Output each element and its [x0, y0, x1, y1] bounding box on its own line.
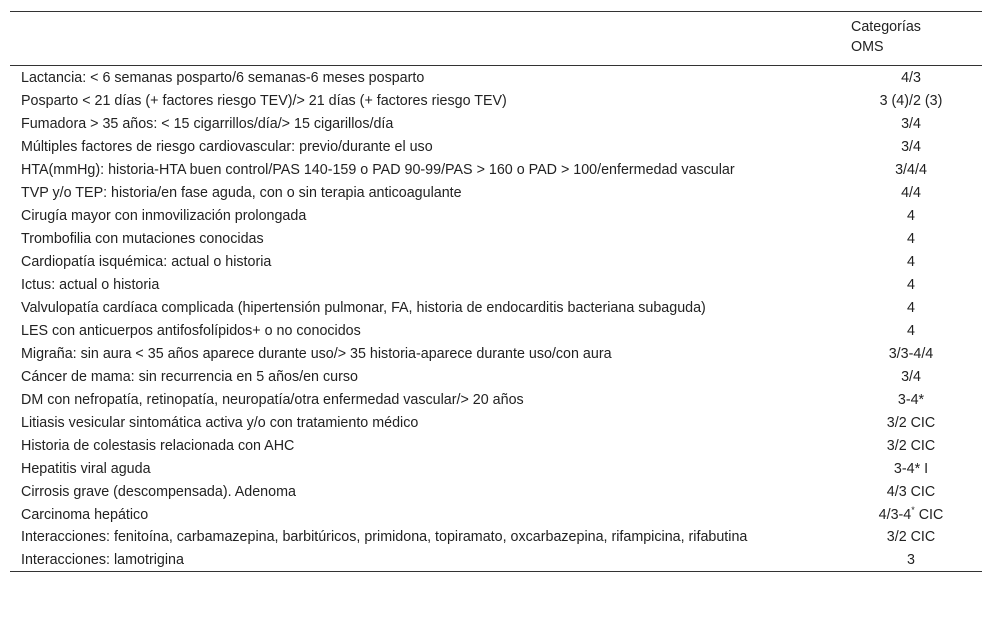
table-row: [10, 204, 982, 227]
condition-cell: LES con anticuerpos antifosfolípidos+ o no conocidos: [21, 322, 361, 339]
table-header: [10, 12, 982, 66]
condition-cell: Cirrosis grave (descompensada). Adenoma: [21, 483, 296, 500]
category-cell: 3/2 CIC: [886, 414, 936, 431]
header-line-2: OMS: [851, 39, 884, 55]
condition-cell: Cáncer de mama: sin recurrencia en 5 años/en curso: [21, 368, 358, 385]
category-cell: [840, 503, 982, 526]
table-row: [10, 158, 982, 181]
header-condition: [10, 12, 840, 66]
table-row-interactions: [10, 526, 982, 548]
table-row: [10, 480, 982, 503]
category-cell: 4/3 CIC: [886, 483, 936, 500]
condition-cell: Valvulopatía cardíaca complicada (hipertensión pulmonar, FA, historia de endocarditis bacteriana subaguda): [21, 299, 706, 316]
category-cell: 4: [907, 322, 915, 339]
category-cell: 4: [907, 276, 915, 293]
condition-cell: Carcinoma hepático: [21, 506, 149, 523]
table-row: [10, 112, 982, 135]
condition-cell: HTA(mmHg): historia-HTA buen control/PAS 140-159 o PAD 90-99/PAS > 160 o PAD > 100/enfermedad vascular: [21, 161, 735, 178]
category-cell: 3/2 CIC: [886, 437, 936, 454]
category-cell: 3 (4)/2 (3): [879, 92, 943, 109]
table-row: [10, 411, 982, 434]
condition-cell: Trombofilia con mutaciones conocidas: [21, 230, 264, 247]
table-row: [10, 434, 982, 457]
category-cell: 4: [907, 230, 915, 247]
condition-cell: Cardiopatía isquémica: actual o historia: [21, 253, 272, 270]
table-row: [10, 227, 982, 250]
category-cell: 4/4: [901, 184, 921, 201]
condition-cell: TVP y/o TEP: historia/en fase aguda, con o sin terapia anticoagulante: [21, 184, 462, 201]
table-row: [10, 457, 982, 480]
header-who-categories: [840, 12, 982, 66]
category-suffix: CIC: [914, 506, 944, 523]
category-superscript: *: [911, 504, 915, 515]
category-cell: 4: [907, 253, 915, 270]
table-row: [10, 342, 982, 365]
category-cell: 3: [907, 551, 915, 568]
category-cell: 3-4* I: [893, 460, 929, 477]
condition-cell: Lactancia: < 6 semanas posparto/6 semanas-6 meses posparto: [21, 69, 425, 86]
header-row: [10, 12, 982, 66]
condition-cell: Historia de colestasis relacionada con AHC: [21, 437, 295, 454]
category-cell: 3/3-4/4: [888, 345, 934, 362]
table-row: [10, 319, 982, 342]
table-row: [10, 365, 982, 388]
table-row-carcinoma: [10, 503, 982, 526]
condition-cell: DM con nefropatía, retinopatía, neuropatía/otra enfermedad vascular/> 20 años: [21, 391, 524, 408]
condition-cell: Fumadora > 35 años: < 15 cigarrillos/día/> 15 cigarillos/día: [21, 115, 394, 132]
category-main: 4/3-4: [878, 506, 912, 523]
table-row-lamotrigina: [10, 548, 982, 572]
table-row: [10, 66, 982, 90]
table-row: [10, 250, 982, 273]
condition-cell: Hepatitis viral aguda: [21, 460, 151, 477]
category-cell: 4/3: [901, 69, 921, 86]
category-cell: 3/4: [901, 368, 921, 385]
category-cell: 3-4*: [897, 391, 925, 408]
category-cell: 3/4: [901, 115, 921, 132]
table-row: [10, 181, 982, 204]
condition-cell: Ictus: actual o historia: [21, 276, 160, 293]
table-row: [10, 89, 982, 112]
condition-cell: Múltiples factores de riesgo cardiovascular: previo/durante el uso: [21, 138, 433, 155]
table-row: [10, 296, 982, 319]
category-cell: 3/2 CIC: [886, 529, 936, 545]
condition-cell: Migraña: sin aura < 35 años aparece durante uso/> 35 historia-aparece durante uso/con aura: [21, 345, 612, 362]
table-row: [10, 273, 982, 296]
condition-cell: Litiasis vesicular sintomática activa y/o con tratamiento médico: [21, 414, 419, 431]
category-cell: 4: [907, 207, 915, 224]
table-body: [10, 66, 982, 572]
condition-cell: Interacciones: fenitoína, carbamazepina, barbitúricos, primidona, topiramato, oxcarbazepina, rifampicina, rifabutina: [21, 529, 748, 545]
category-cell: 4: [907, 299, 915, 316]
table-row: [10, 135, 982, 158]
category-cell: 3/4: [901, 138, 921, 155]
condition-cell: Cirugía mayor con inmovilización prolongada: [21, 207, 307, 224]
condition-cell: Posparto < 21 días (+ factores riesgo TEV)/> 21 días (+ factores riesgo TEV): [21, 92, 507, 109]
condition-cell: Interacciones: lamotrigina: [21, 551, 184, 568]
category-cell: 3/4/4: [895, 161, 927, 178]
header-line-1: Categorías: [851, 19, 921, 35]
who-categories-table: [10, 11, 982, 572]
table-row: [10, 388, 982, 411]
who-categories-table-container: [10, 11, 982, 572]
